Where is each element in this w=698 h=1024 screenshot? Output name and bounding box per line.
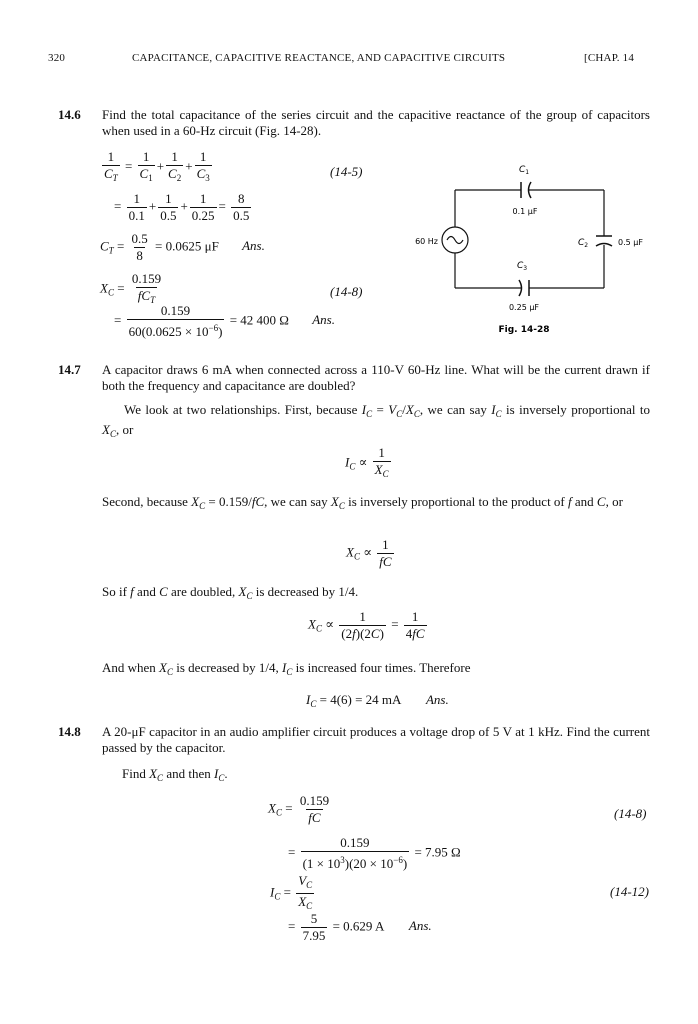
equation-ic-result: $I_C = 4(6) = 24$ mA Ans.	[306, 692, 449, 709]
chapter-label: [CHAP. 14	[584, 52, 635, 64]
equation-ref-14-5: (14-5)	[330, 164, 363, 179]
circuit-diagram	[400, 152, 660, 342]
equation-xc-proportional: $X_C$ ∝ $\frac{1}{fC}$	[346, 537, 392, 569]
c1-label: $C_1$	[518, 165, 530, 176]
problem-14-8-intro: Find $X_C$ and then $I_C$.	[122, 766, 228, 783]
equation-ic-formula: $I_C$ = $\frac{V_C}{X_C}$	[270, 873, 313, 911]
problem-14-6-text: Find the total capacitance of the series circuit and the capacitive reactance of the group of capacitors when used in a 60-Hz circuit (Fig. 14-28).	[102, 107, 650, 138]
equation-xc-numeric: = $\frac{0.159}{(1 \times 10^3)(20 \times 10^{-6})}$ = 7.95 Ω	[288, 835, 461, 871]
c2-label: $C_2$	[578, 238, 589, 249]
equation-ref-14-12: (14-12)	[610, 884, 649, 899]
equation-ct-result: $C_T$ = $\frac{0.5}{8}$ = 0.0625 μF Ans.	[100, 231, 265, 263]
equation-ref-14-8-b: (14-8)	[614, 806, 647, 821]
problem-number-14-8: 14.8	[58, 724, 81, 739]
equation-ic-proportional: $I_C$ ∝ $\frac{1}{X_C}$	[345, 445, 389, 479]
equation-xc-formula: $X_C$ = $\frac{0.159}{fC_T}$	[100, 271, 162, 305]
c3-value: 0.25 μF	[508, 303, 540, 312]
equation-ic-numeric: = $\frac{5}{7.95}$ = 0.629 A Ans.	[288, 911, 432, 943]
problem-number-14-7: 14.7	[58, 362, 81, 377]
problem-14-8-text: A 20-μF capacitor in an audio amplifier circuit produces a voltage drop of 5 V at 1 kHz. Find the current passed by the capacitor.	[102, 724, 650, 755]
problem-14-7-para1: We look at two relationships. First, because $I_C = V_C/X_C$, we can say $I_C$ is inversely proportional to $X_C$, or	[102, 402, 650, 439]
equation-xc-formula-2: $X_C$ = $\frac{0.159}{fC}$	[268, 793, 330, 825]
problem-number-14-6: 14.6	[58, 107, 81, 122]
equation-xc-result: = $\frac{0.159}{60(0.0625 \times 10^{-6})}$ = 42 400 Ω Ans.	[114, 303, 335, 339]
problem-14-7-para4: And when $X_C$ is decreased by 1/4, $I_C$ is increased four times. Therefore	[102, 660, 471, 677]
c3-label: $C_3$	[516, 261, 528, 272]
page-number: 320	[48, 52, 66, 64]
equation-ref-14-8: (14-8)	[330, 284, 363, 299]
source-label: 60 Hz	[415, 237, 438, 246]
running-title: CAPACITANCE, CAPACITIVE REACTANCE, AND CAPACITIVE CIRCUITS	[132, 52, 506, 64]
equation-xc-doubled: $X_C$ ∝ $\frac{1}{(2f)(2C)}$ = $\frac{1}{4fC}$	[308, 609, 425, 641]
figure-caption: Fig. 14-28	[498, 325, 550, 335]
c2-value: 0.5 μF	[618, 238, 643, 247]
problem-14-7-para2: Second, because $X_C = 0.159/fC$, we can say $X_C$ is inversely proportional to the product of f and C, or	[102, 494, 623, 511]
problem-14-7-text: A capacitor draws 6 mA when connected across a 110-V 60-Hz line. What will be the current drawn if both the frequency and capacitance are doubled?	[102, 362, 650, 393]
equation-ct-numeric: = $\frac{1}{0.1}$ + $\frac{1}{0.5}$ + $\frac{1}{0.25}$ = $\frac{8}{0.5}$	[114, 191, 250, 223]
problem-14-7-para3: So if f and C are doubled, $X_C$ is decreased by 1/4.	[102, 584, 359, 601]
equation-ct-sum: $\frac{1}{C_T}$ = $\frac{1}{C_1}$ + $\frac{1}{C_2}$ + $\frac{1}{C_3}$	[104, 149, 210, 183]
c1-value: 0.1 μF	[512, 207, 538, 216]
